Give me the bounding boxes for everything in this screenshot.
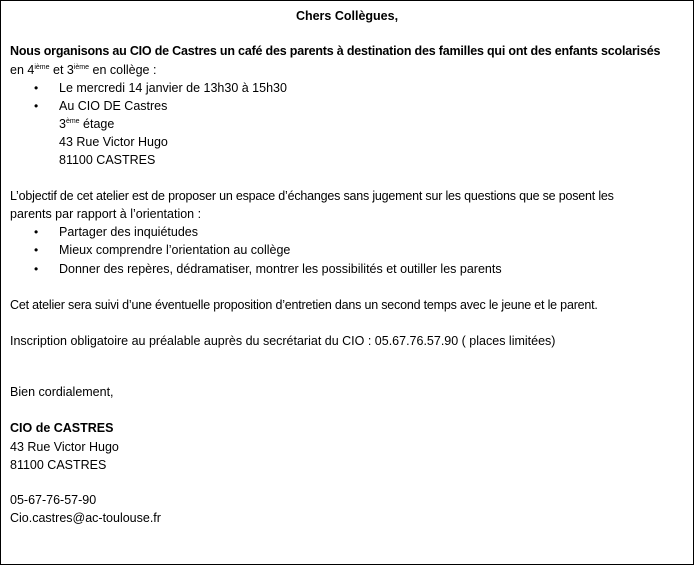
objective-item: Donner des repères, dédramatiser, montrer les possibilités et outiller les parents [59,262,502,276]
bullet-icon: • [34,243,39,257]
event-place: Au CIO DE Castres [59,99,168,113]
signature-email[interactable]: Cio.castres@ac-toulouse.fr [10,511,161,525]
intro-grade-3: et 3 [49,63,74,77]
event-date: Le mercredi 14 janvier de 13h30 à 15h30 [59,81,287,95]
signature-city: 81100 CASTRES [10,458,107,472]
registration-text: Inscription obligatoire au préalable auprès du secrétariat du CIO : 05.67.76.57.90 ( places limitées) [10,334,556,348]
bullet-icon: • [34,225,39,239]
intro-college: en collège : [89,63,157,77]
event-city: 81100 CASTRES [59,153,156,167]
event-floor-number: 3 [59,117,66,131]
event-floor-label: étage [79,117,115,131]
signature-phone: 05-67-76-57-90 [10,493,97,507]
intro-line-1: Nous organisons au CIO de Castres un café des parents à destination des familles qui ont des enfants scolarisés [10,44,661,58]
intro-sup-1: ième [34,64,50,71]
intro-line-2 [10,63,156,77]
bullet-icon: • [34,99,39,113]
objective-line-1: L’objectif de cet atelier est de proposer un espace d’échanges sans jugement sur les questions que se posent les [10,189,614,203]
bullet-icon: • [34,81,39,95]
event-floor [59,117,114,131]
objective-item: Partager des inquiétudes [59,225,198,239]
bullet-icon: • [34,262,39,276]
signature-name: CIO de CASTRES [10,421,114,435]
followup-text: Cet atelier sera suivi d’une éventuelle proposition d’entretien dans un second temps avec le jeune et le parent. [10,298,598,312]
intro-sup-2: ième [73,64,90,71]
closing-text: Bien cordialement, [10,385,114,399]
event-street: 43 Rue Victor Hugo [59,135,168,149]
signature-street: 43 Rue Victor Hugo [10,440,119,454]
event-floor-sup: ème [65,118,80,125]
objective-line-2: parents par rapport à l’orientation : [10,207,202,221]
objective-item: Mieux comprendre l’orientation au collège [59,243,291,257]
greeting-title: Chers Collègues, [295,9,399,23]
intro-grade-4: en 4 [10,63,35,77]
